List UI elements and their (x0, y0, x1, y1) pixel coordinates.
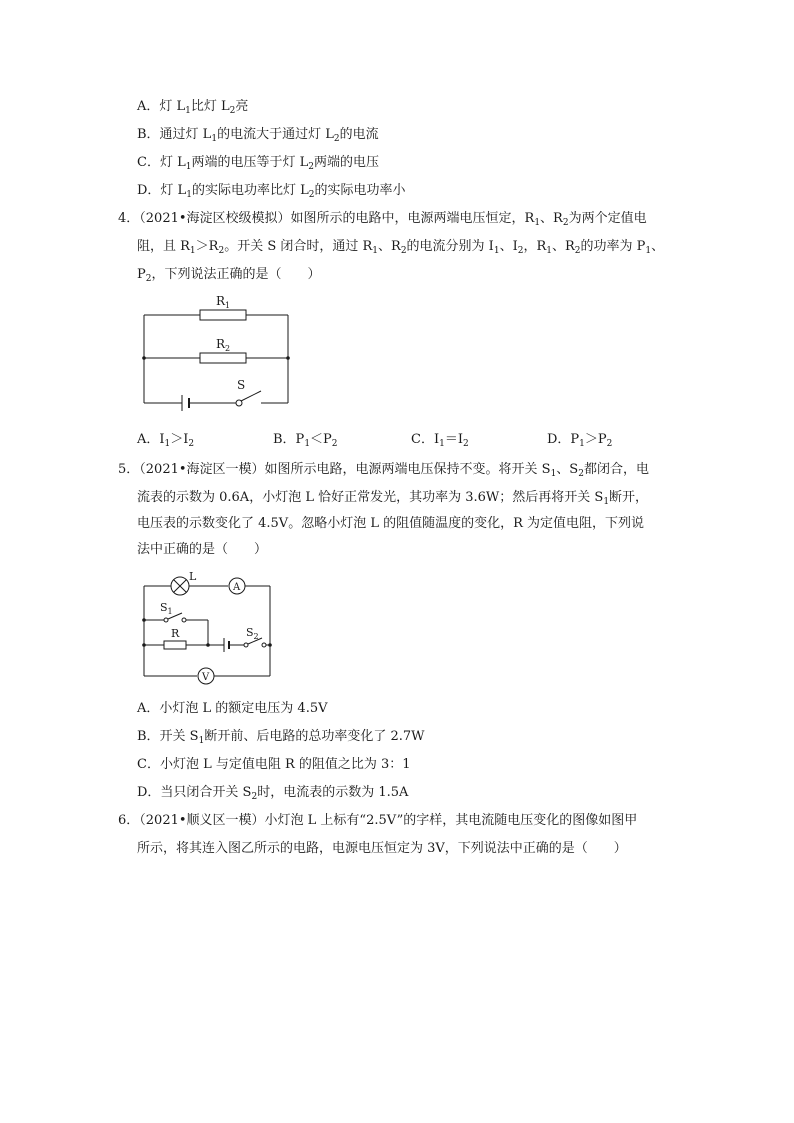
q5-option-c: C．小灯泡 L 与定值电阻 R 的阻值之比为 3：1 (137, 757, 411, 772)
label-s2: $S_2$ (246, 626, 259, 641)
resistor-r1 (200, 310, 246, 320)
q5-option-d: D．当只闭合开关 $S_2$时，电流表的示数为 1.5A (137, 785, 409, 802)
q5-stem-line1: 5．（2021•海淀区一模）如图所示电路，电源两端电压保持不变。将开关 $S_1$、$S_2$都闭合，电 (118, 462, 649, 479)
label-voltmeter: V (202, 672, 210, 683)
resistor-r (164, 641, 186, 649)
q6-stem-line1: 6．（2021•顺义区一模）小灯泡 L 上标有“2.5V”的字样，其电流随电压变化的图像如图甲 (118, 813, 638, 828)
q3-option-c: C．灯 $L_1$两端的电压等于灯 $L_2$两端的电压 (137, 155, 379, 172)
q3-option-a: A．灯 $L_1$比灯 $L_2$亮 (137, 99, 249, 116)
q4-option-d: D．$P_1>P_2$ (547, 432, 613, 449)
label-switch-s: S (237, 378, 246, 392)
label-ammeter: A (233, 582, 241, 593)
label-r: R (171, 627, 180, 640)
q5-option-a: A．小灯泡 L 的额定电压为 4.5V (137, 701, 328, 716)
q4-stem-line3: $P_2$，下列说法正确的是（ ） (137, 267, 321, 284)
q4-option-c: C．$I_1=I_2$ (411, 432, 469, 449)
q5-stem-line3: 电压表的示数变化了 4.5V。忽略小灯泡 L 的阻值随温度的变化，R 为定值电阻，下列说 (137, 516, 645, 531)
q4-stem-line2: 阻，且 $R_1>R_2$。开关 S 闭合时，通过 $R_1$、$R_2$的电流分别为 $I_1$、$I_2$，$R_1$、$R_2$的功率为 $P_1$、 (137, 239, 665, 256)
q3-option-d: D．灯 $L_1$的实际电功率比灯 $L_2$的实际电功率小 (137, 183, 406, 200)
label-s1: $S_1$ (160, 601, 173, 616)
q6-stem-line2: 所示，将其连入图乙所示的电路，电源电压恒定为 3V，下列说法中正确的是（ ） (137, 841, 627, 856)
q4-circuit-diagram (140, 290, 296, 412)
q5-stem-line2: 流表的示数为 0.6A，小灯泡 L 恰好正常发光，其功率为 3.6W；然后再将开关 $S_1$断开， (137, 490, 649, 507)
label-r2: $R_2$ (216, 337, 231, 353)
q4-option-a: A．$I_1>I_2$ (137, 432, 195, 449)
q4-option-b: B．$P_1<P_2$ (273, 432, 338, 449)
q3-option-b: B．通过灯 $L_1$的电流大于通过灯 $L_2$的电流 (137, 127, 379, 144)
label-r1: $R_1$ (216, 294, 231, 310)
q5-option-b: B．开关 $S_1$断开前、后电路的总功率变化了 2.7W (137, 729, 425, 746)
q5-stem-line4: 法中正确的是（ ） (137, 542, 268, 557)
label-lamp-l: L (189, 570, 197, 583)
q4-stem-line1: 4．（2021•海淀区校级模拟）如图所示的电路中，电源两端电压恒定，$R_1$、$R_2$为两个定值电 (118, 211, 647, 228)
resistor-r2 (200, 353, 246, 363)
switch-lever (241, 391, 261, 401)
q5-circuit-diagram (140, 568, 280, 690)
